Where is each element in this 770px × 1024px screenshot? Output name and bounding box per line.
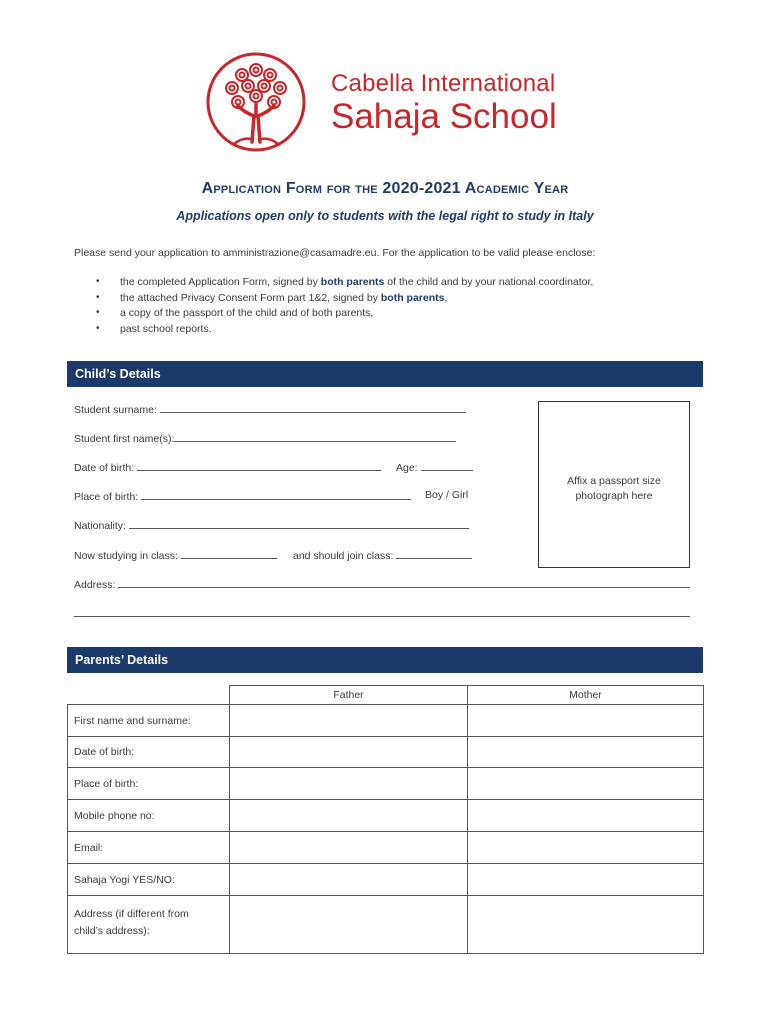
mother-address-cell[interactable] bbox=[468, 896, 704, 954]
address-field-line-2[interactable] bbox=[74, 606, 690, 620]
nationality-field[interactable]: Nationality: bbox=[74, 518, 469, 532]
intro-text: Please send your application to amministrazione@casamadre.eu. For the application to be valid please enclose: bbox=[74, 247, 596, 259]
father-column-header: Father bbox=[230, 686, 468, 705]
place-of-birth-field[interactable]: Place of birth: bbox=[74, 489, 411, 503]
address-field[interactable]: Address: bbox=[74, 577, 690, 591]
age-field[interactable]: Age: bbox=[396, 460, 473, 474]
join-class-field[interactable]: and should join class: bbox=[293, 548, 472, 562]
childs-details-header: Child’s Details bbox=[67, 361, 703, 387]
table-row bbox=[68, 864, 704, 896]
list-item: • past school reports. bbox=[96, 323, 593, 339]
list-item: • the attached Privacy Consent Form part 1&2, signed by both parents, bbox=[96, 292, 593, 308]
mother-name-cell[interactable] bbox=[468, 705, 704, 737]
mother-email-cell[interactable] bbox=[468, 832, 704, 864]
table-row bbox=[68, 737, 704, 768]
mother-phone-cell[interactable] bbox=[468, 800, 704, 832]
brand-line-2: Sahaja School bbox=[331, 97, 557, 136]
table-row bbox=[68, 768, 704, 800]
father-name-cell[interactable] bbox=[230, 705, 468, 737]
father-phone-cell[interactable] bbox=[230, 800, 468, 832]
bullet: • bbox=[96, 322, 100, 334]
bullet: • bbox=[96, 276, 100, 287]
bullet: • bbox=[96, 291, 100, 303]
list-item: • the completed Application Form, signed by both parents of the child and by your national coordinator, bbox=[96, 276, 593, 292]
form-subtitle: Applications open only to students with the legal right to study in Italy bbox=[176, 209, 594, 223]
current-class-field[interactable]: Now studying in class: bbox=[74, 548, 277, 562]
form-title: Application Form for the 2020-2021 Academic Year bbox=[201, 180, 569, 197]
row-label: Mobile phone no: bbox=[68, 800, 230, 832]
first-name-field[interactable]: Student first name(s): bbox=[74, 431, 456, 445]
date-of-birth-field[interactable]: Date of birth: bbox=[74, 460, 381, 474]
parents-table bbox=[67, 685, 704, 954]
row-label: Date of birth: bbox=[68, 737, 230, 768]
father-address-cell[interactable] bbox=[230, 896, 468, 954]
brand-line-1: Cabella International bbox=[331, 70, 556, 97]
row-label: Address (if different from child’s address): bbox=[68, 896, 230, 954]
school-logo-tree-icon bbox=[204, 50, 308, 154]
father-dob-cell[interactable] bbox=[230, 737, 468, 768]
bullet: • bbox=[96, 307, 100, 319]
parents-details-header: Parents’ Details bbox=[67, 647, 703, 673]
table-row bbox=[68, 896, 704, 954]
mother-pob-cell[interactable] bbox=[468, 768, 704, 800]
list-item: • a copy of the passport of the child and of both parents, bbox=[96, 307, 593, 323]
requirements-list bbox=[96, 276, 593, 338]
table-row bbox=[68, 705, 704, 737]
mother-column-header: Mother bbox=[468, 686, 704, 705]
photo-instruction-line-2: photograph here bbox=[575, 490, 653, 502]
gender-options[interactable]: Boy / Girl bbox=[425, 489, 469, 501]
row-label: First name and surname: bbox=[68, 705, 230, 737]
row-label: Sahaja Yogi YES/NO: bbox=[68, 864, 230, 896]
father-pob-cell[interactable] bbox=[230, 768, 468, 800]
passport-photo-box bbox=[538, 401, 690, 568]
row-label: Place of birth: bbox=[68, 768, 230, 800]
photo-instruction-line-1: Affix a passport size bbox=[567, 475, 661, 487]
father-sahaja-yogi-cell[interactable] bbox=[230, 864, 468, 896]
table-header-row bbox=[68, 686, 704, 705]
table-row bbox=[68, 800, 704, 832]
surname-field[interactable]: Student surname: bbox=[74, 402, 466, 416]
mother-sahaja-yogi-cell[interactable] bbox=[468, 864, 704, 896]
row-label: Email: bbox=[68, 832, 230, 864]
mother-dob-cell[interactable] bbox=[468, 737, 704, 768]
father-email-cell[interactable] bbox=[230, 832, 468, 864]
table-row bbox=[68, 832, 704, 864]
